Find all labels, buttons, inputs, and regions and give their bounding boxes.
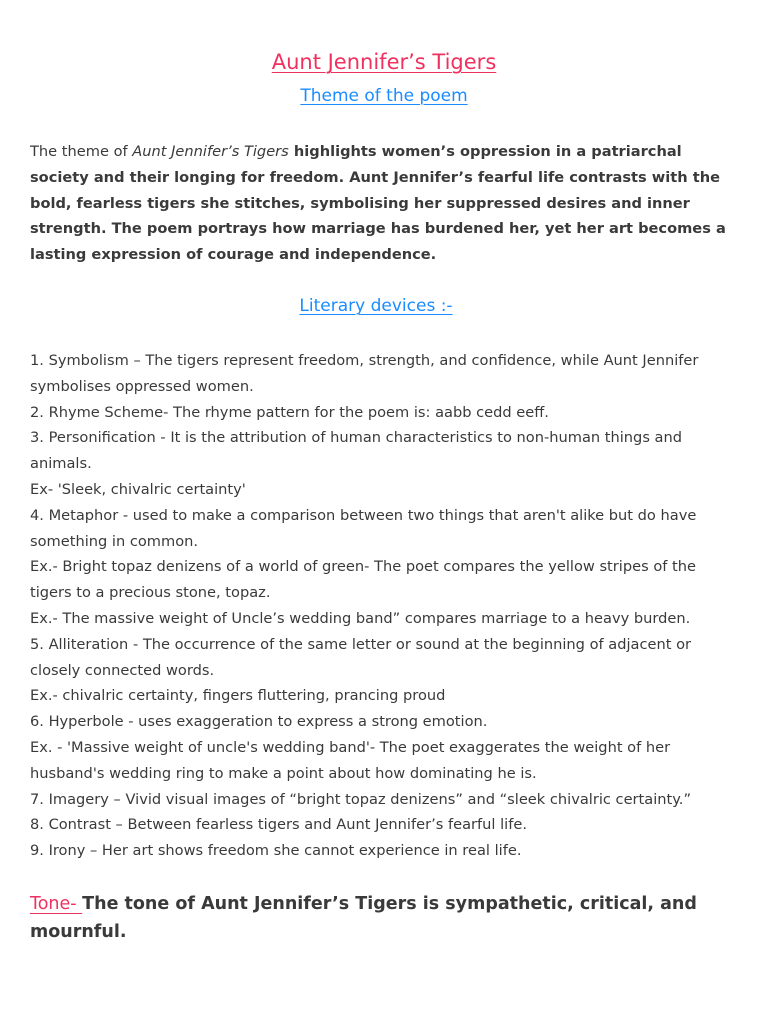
theme-body-text: highlights women’s oppression in a patriarchal society and their longing for freedom. Aunt Jennifer’s fearful life contrasts with the bold, fearless tigers she stitches, symbolising her suppressed desires and inner strength. The poem portrays how marriage has burdened her, yet her art becomes a lasting expression of courage and independence. bbox=[30, 143, 726, 264]
list-item: Ex.- chivalric certainty, fingers fluttering, prancing proud bbox=[30, 687, 446, 705]
list-item: 6. Hyperbole - uses exaggeration to express a strong emotion. bbox=[30, 713, 488, 731]
list-item: Ex.- The massive weight of Uncle’s wedding band” compares marriage to a heavy burden. bbox=[30, 609, 691, 627]
list-item: 3. Personification - It is the attribution of human characteristics to non-human things and animals. bbox=[30, 429, 683, 473]
theme-lead-text: The theme of bbox=[30, 143, 133, 160]
list-item: 1. Symbolism – The tigers represent freedom, strength, and confidence, while Aunt Jennifer symbolises oppressed women. bbox=[30, 352, 699, 395]
list-item: 9. Irony – Her art shows freedom she cannot experience in real life. bbox=[30, 842, 522, 860]
theme-paragraph bbox=[30, 139, 740, 268]
theme-poem-title: Aunt Jennifer’s Tigers bbox=[132, 143, 289, 160]
list-item: 5. Alliteration - The occurrence of the same letter or sound at the beginning of adjacent or closely connected words. bbox=[30, 635, 692, 679]
list-item: 2. Rhyme Scheme- The rhyme pattern for the poem is: aabb cedd eeff. bbox=[30, 403, 549, 421]
list-item: 4. Metaphor - used to make a comparison between two things that aren't alike but do have something in common. bbox=[30, 506, 697, 550]
tone-text: The tone of Aunt Jennifer’s Tigers is sympathetic, critical, and mournful. bbox=[30, 894, 697, 942]
list-item: 8. Contrast – Between fearless tigers and Aunt Jennifer’s fearful life. bbox=[30, 816, 527, 834]
literary-devices-heading: Literary devices :- bbox=[299, 296, 453, 316]
literary-devices-list bbox=[30, 348, 742, 864]
theme-heading: Theme of the poem bbox=[300, 86, 468, 106]
list-item: 7. Imagery – Vivid visual images of “bright topaz denizens” and “sleek chivalric certainty.” bbox=[30, 790, 692, 808]
tone-label: Tone- bbox=[30, 894, 83, 914]
list-item: Ex. - 'Massive weight of uncle's wedding band'- The poet exaggerates the weight of her husband's wedding ring to make a point about how dominating he is. bbox=[30, 738, 671, 782]
tone-statement bbox=[30, 890, 750, 946]
page-title: Aunt Jennifer’s Tigers bbox=[271, 50, 497, 74]
list-item: Ex.- Bright topaz denizens of a world of green- The poet compares the yellow stripes of the tigers to a precious stone, topaz. bbox=[30, 558, 696, 602]
list-item: Ex- 'Sleek, chivalric certainty' bbox=[30, 480, 246, 498]
